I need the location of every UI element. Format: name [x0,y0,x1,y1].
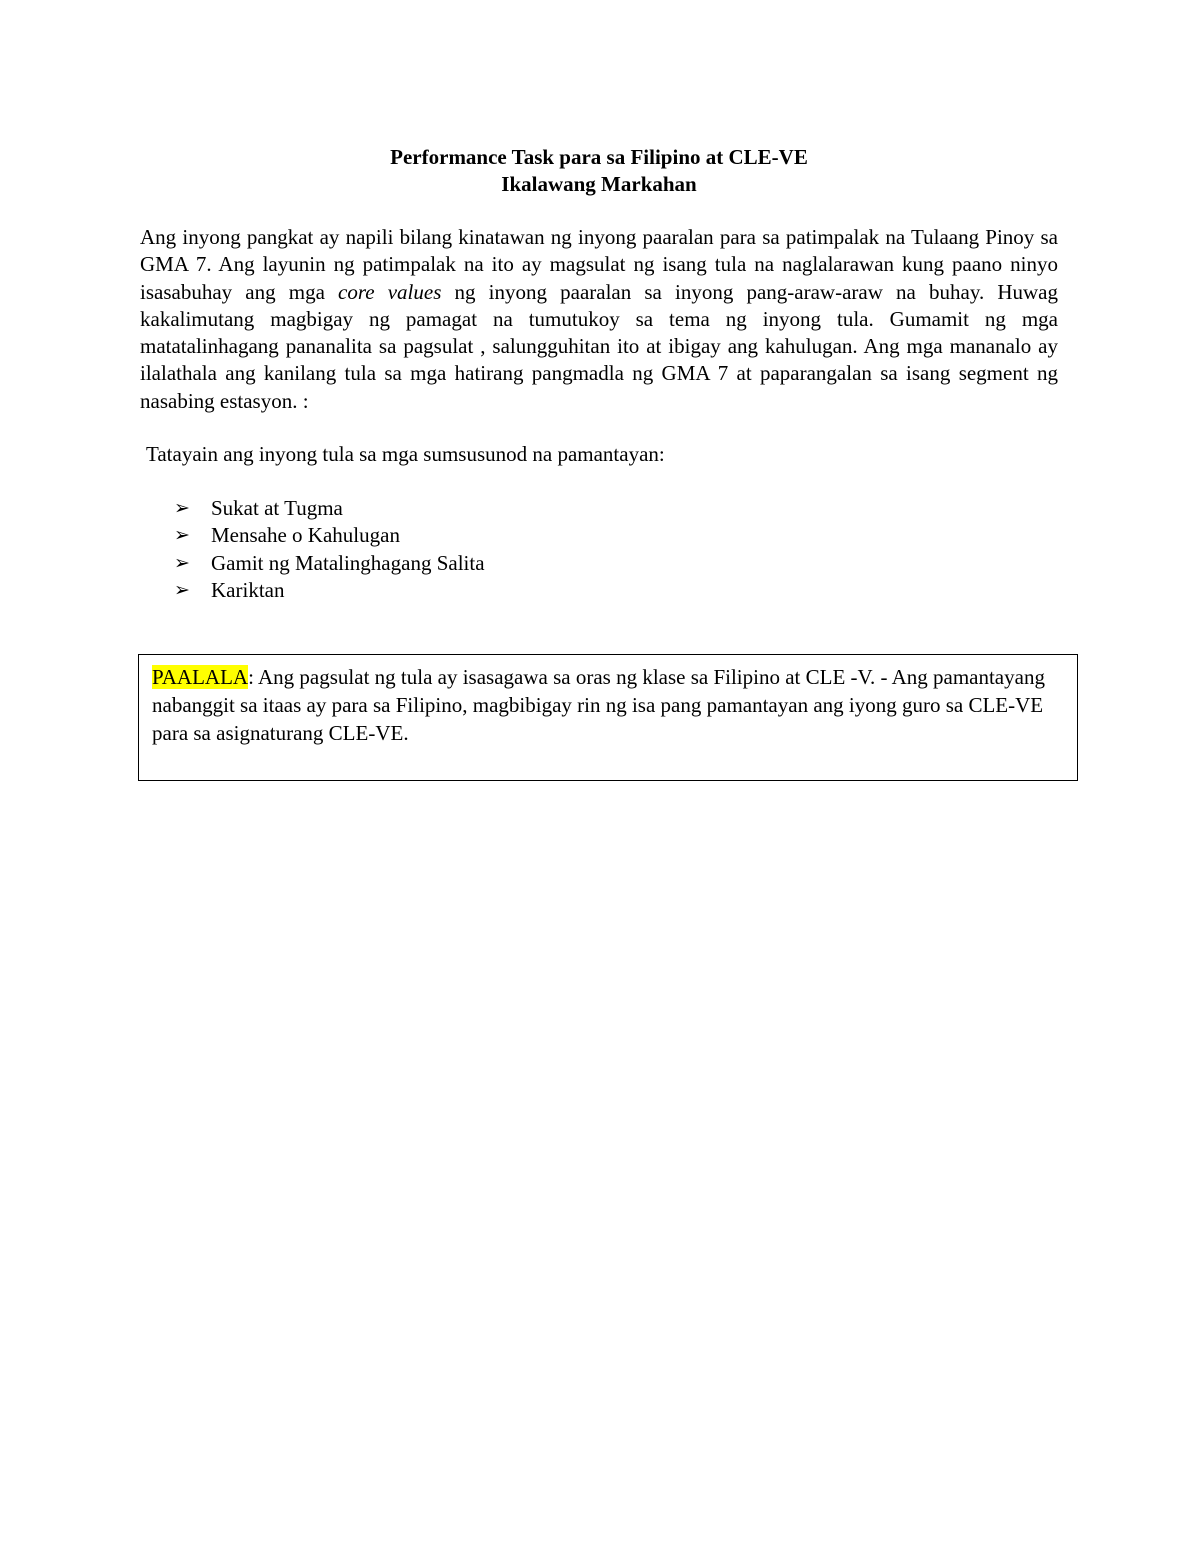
arrow-bullet-icon: ➢ [174,578,190,601]
criteria-item-label: Gamit ng Matalinghagang Salita [211,550,485,575]
list-item [174,550,485,577]
list-item [174,495,485,522]
reminder-label: PAALALA [152,665,249,689]
reminder-text [152,663,1052,747]
instructions-text-part2: ng inyong paaralan sa inyong pang-araw-araw na buhay. Huwag kakalimutang magbigay ng pamagat na tumutukoy sa tema ng inyong tula. Gumamit ng mga matatalinhagang pananalita sa pagsulat , salungguhitan ito at ibigay ang kahulugan. Ang mga mananalo ay ilalathala ang kanilang tula sa mga hatirang pangmadla ng GMA 7 at paparangalan sa isang segment ng nasabing estasyon. : [140,279,1058,413]
criteria-list [174,495,485,604]
list-item [174,522,485,549]
reminder-box [138,654,1078,781]
list-item [174,577,485,604]
document-title: Performance Task para sa Filipino at CLE-VE [390,145,808,169]
criteria-item-label: Sukat at Tugma [211,496,343,520]
instructions-text-part1: Ang inyong pangkat ay napili bilang kinatawan ng inyong paaralan para sa patimpalak na Tulaang Pinoy sa GMA 7. Ang layunin ng patimpalak na ito ay magsulat ng isang tula na naglalarawan kung paano ninyo isasabuhay ang mga [140,225,1058,304]
reminder-body: : Ang pagsulat ng tula ay isasagawa sa oras ng klase sa Filipino at CLE -V. - Ang pamantayang nabanggit sa itaas ay para sa Filipino, magbibigay rin ng isa pang pamantayan ang iyong guro sa CLE-VE para sa asignaturang CLE-VE. [152,665,1045,745]
criteria-intro: Tatayain ang inyong tula sa mga sumsusunod na pamantayan: [146,442,665,466]
document-subtitle: Ikalawang Markahan [501,172,697,196]
core-values-emphasis: core values [338,279,442,304]
instructions-paragraph [140,224,1058,415]
criteria-item-label: Mensahe o Kahulugan [211,523,400,548]
arrow-bullet-icon: ➢ [174,524,190,547]
arrow-bullet-icon: ➢ [174,497,190,519]
document-header [140,144,1058,198]
criteria-item-label: Kariktan [211,577,285,602]
arrow-bullet-icon: ➢ [174,551,190,574]
